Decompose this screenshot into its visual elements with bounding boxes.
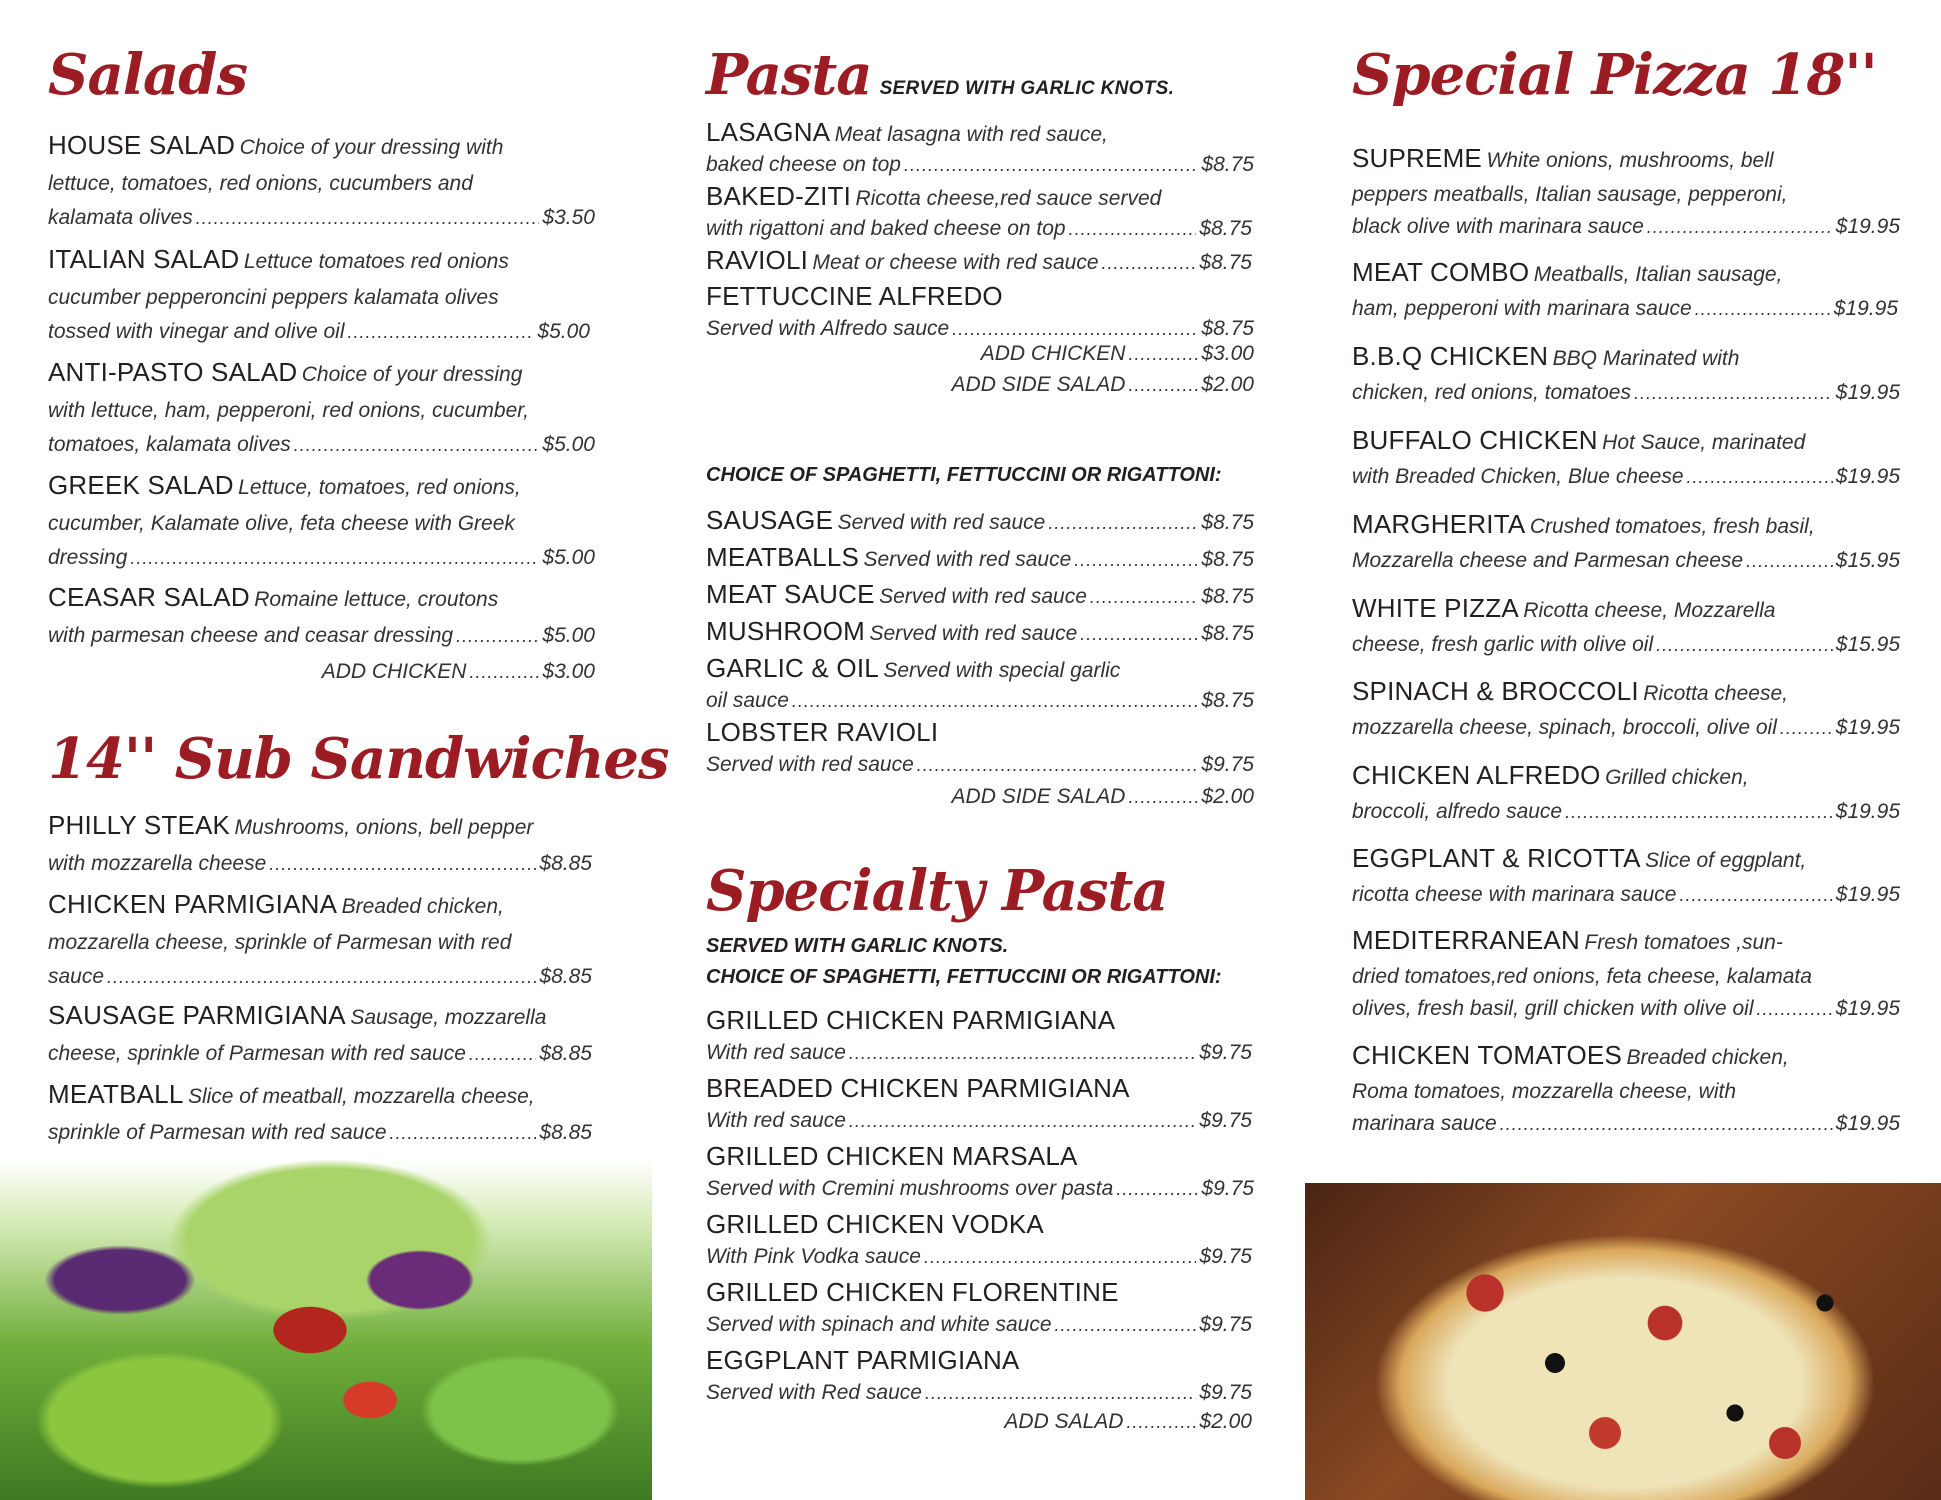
salads-heading: Salads	[48, 42, 247, 108]
menu-item-italian-salad: ITALIAN SALAD Lettuce tomatoes red onions cucumber pepperoncini peppers kalamata olives tossed with vinegar and olive oil ..... $5.00	[48, 242, 608, 349]
leader-dots	[1695, 293, 1831, 325]
leader-dots	[1128, 787, 1198, 808]
menu-item-chicken-alfredo: CHICKEN ALFREDO Grilled chicken, broccoli, alfredo sauce ..... $19.95	[1352, 759, 1900, 828]
leader-dots	[1565, 796, 1833, 828]
price: $3.50	[542, 206, 595, 229]
menu-item-sausage-parmigiana: SAUSAGE PARMIGIANA Sausage, mozzarella cheese, sprinkle of Parmesan with red sauce ..... $8.85	[48, 998, 608, 1071]
leader-dots	[390, 1116, 537, 1150]
menu-item-chicken-parmigiana: CHICKEN PARMIGIANA Breaded chicken, mozzarella cheese, sprinkle of Parmesan with red sauce ..... $8.85	[48, 887, 608, 994]
specialty-addon-salad: ADD SALAD ..... $2.00	[1004, 1410, 1252, 1434]
menu-item-spinach-broccoli: SPINACH & BROCCOLI Ricotta cheese, mozzarella cheese, spinach, broccoli, olive oil ..... $19.95	[1352, 675, 1900, 744]
menu-item-lasagna: LASAGNA Meat lasagna with red sauce, baked cheese on top ..... $8.75	[706, 118, 1254, 179]
pasta-heading: Pasta SERVED WITH GARLIC KNOTS.	[706, 42, 1175, 108]
price: $8.75	[1201, 511, 1254, 534]
menu-item-philly-steak: PHILLY STEAK Mushrooms, onions, bell pepper with mozzarella cheese ..... $8.85	[48, 808, 608, 881]
price: $8.85	[539, 1121, 592, 1144]
menu-item-meatball: MEATBALL Slice of meatball, mozzarella cheese, sprinkle of Parmesan with red sauce ..... $8.85	[48, 1077, 608, 1150]
price: $19.95	[1833, 297, 1898, 320]
menu-item-mediterranean: MEDITERRANEAN Fresh tomatoes ,sun- dried tomatoes,red onions, feta cheese, kalamata olives, fresh basil, grill chicken with olive oil ..... $19.95	[1352, 924, 1900, 1025]
subs-heading: 14'' Sub Sandwiches	[48, 726, 669, 792]
price: $19.95	[1835, 381, 1900, 404]
price: $5.00	[542, 546, 595, 569]
menu-item-margherita: MARGHERITA Crushed tomatoes, fresh basil, Mozzarella cheese and Parmesan cheese ..... $15.95	[1352, 508, 1900, 577]
leader-dots	[904, 151, 1198, 179]
leader-dots	[1069, 215, 1197, 243]
leader-dots	[348, 315, 535, 349]
price: $8.75	[1201, 548, 1254, 571]
price: $8.75	[1201, 317, 1254, 340]
price: $8.75	[1201, 585, 1254, 608]
price: $15.95	[1835, 633, 1900, 656]
menu-item-meat-sauce: MEAT SAUCE Served with red sauce ..... $8.75	[706, 580, 1254, 613]
salads-addon: ADD CHICKEN ..... $3.00	[322, 660, 595, 684]
price: $8.85	[539, 1042, 592, 1065]
leader-dots	[1128, 344, 1198, 365]
menu-item-mushroom: MUSHROOM Served with red sauce ..... $8.75	[706, 617, 1254, 650]
price: $19.95	[1835, 800, 1900, 823]
leader-dots	[1500, 1108, 1833, 1140]
pasta-addon-side-salad-2: ADD SIDE SALAD ..... $2.00	[952, 785, 1254, 809]
leader-dots	[1746, 545, 1833, 577]
price: $9.75	[1199, 1381, 1252, 1404]
menu-item-house-salad: HOUSE SALAD Choice of your dressing with lettuce, tomatoes, red onions, cucumbers and kalamata olives ..... $3.50	[48, 128, 608, 235]
price: $19.95	[1835, 883, 1900, 906]
menu-item-buffalo-chicken: BUFFALO CHICKEN Hot Sauce, marinated with Breaded Chicken, Blue cheese ..... $19.95	[1352, 424, 1900, 493]
specialty-note-knots: SERVED WITH GARLIC KNOTS.	[706, 935, 1009, 957]
leader-dots	[196, 201, 540, 235]
price: $5.00	[542, 624, 595, 647]
price: $9.75	[1199, 1313, 1252, 1336]
menu-item-ceasar-salad: CEASAR SALAD Romaine lettuce, croutons with parmesan cheese and ceasar dressing ..... $5.00	[48, 580, 608, 653]
leader-dots	[1080, 620, 1198, 648]
menu-item-white-pizza: WHITE PIZZA Ricotta cheese, Mozzarella cheese, fresh garlic with olive oil ..... $15.95	[1352, 592, 1900, 661]
leader-dots	[952, 315, 1198, 343]
leader-dots	[1780, 712, 1833, 744]
menu-item-baked-ziti: BAKED-ZITI Ricotta cheese,red sauce served with rigattoni and baked cheese on top ..... $8.75	[706, 182, 1254, 243]
price: $19.95	[1835, 997, 1900, 1020]
pasta-addon-chicken: ADD CHICKEN ..... $3.00	[981, 342, 1254, 366]
menu-item-breaded-chicken-parmigiana: BREADED CHICKEN PARMIGIANA With red sauce ..... $9.75	[706, 1074, 1254, 1135]
leader-dots	[924, 1243, 1196, 1271]
menu-item-grilled-chicken-marsala: GRILLED CHICKEN MARSALA Served with Cremini mushrooms over pasta ..... $9.75	[706, 1142, 1254, 1203]
salad-photo	[0, 1160, 652, 1500]
leader-dots	[1757, 993, 1833, 1025]
leader-dots	[1680, 879, 1833, 911]
leader-dots	[107, 960, 536, 994]
menu-item-grilled-chicken-florentine: GRILLED CHICKEN FLORENTINE Served with spinach and white sauce ..... $9.75	[706, 1278, 1254, 1339]
menu-item-supreme: SUPREME White onions, mushrooms, bell peppers meatballs, Italian sausage, pepperoni, black olive with marinara sauce ..... $19.95	[1352, 142, 1900, 243]
leader-dots	[849, 1039, 1197, 1067]
price: $19.95	[1835, 215, 1900, 238]
leader-dots	[1074, 546, 1198, 574]
leader-dots	[917, 751, 1199, 779]
special-pizza-heading: Special Pizza 18''	[1352, 42, 1877, 108]
leader-dots	[925, 1379, 1196, 1407]
specialty-pasta-heading: Specialty Pasta	[706, 858, 1168, 924]
price: $19.95	[1835, 716, 1900, 739]
menu-item-eggplant-ricotta: EGGPLANT & RICOTTA Slice of eggplant, ricotta cheese with marinara sauce ..... $19.95	[1352, 842, 1900, 911]
leader-dots	[1647, 211, 1833, 243]
price: $8.85	[539, 852, 592, 875]
pasta-choice-note: CHOICE OF SPAGHETTI, FETTUCCINI OR RIGATTONI:	[706, 464, 1222, 486]
price: $5.00	[542, 433, 595, 456]
leader-dots	[1126, 1412, 1196, 1433]
leader-dots	[1116, 1175, 1198, 1203]
leader-dots	[792, 687, 1199, 715]
menu-item-sausage: SAUSAGE Served with red sauce ..... $8.75	[706, 506, 1254, 539]
price: $9.75	[1201, 753, 1254, 776]
price: $9.75	[1199, 1041, 1252, 1064]
pasta-subtitle: SERVED WITH GARLIC KNOTS.	[879, 78, 1175, 99]
price: $19.95	[1835, 1112, 1900, 1135]
price: $5.00	[537, 320, 590, 343]
menu-item-meat-combo: MEAT COMBO Meatballs, Italian sausage, ham, pepperoni with marinara sauce ..... $19.95	[1352, 256, 1900, 325]
price: $15.95	[1835, 549, 1900, 572]
leader-dots	[269, 847, 536, 881]
leader-dots	[1055, 1311, 1197, 1339]
menu-item-lobster-ravioli: LOBSTER RAVIOLI Served with red sauce ..... $9.75	[706, 718, 1254, 779]
price: $8.75	[1199, 251, 1252, 274]
price: $8.75	[1201, 689, 1254, 712]
price: $8.85	[539, 965, 592, 988]
leader-dots	[849, 1107, 1197, 1135]
menu-item-fettuccine-alfredo: FETTUCCINE ALFREDO Served with Alfredo sauce ..... $8.75	[706, 282, 1254, 343]
price: $19.95	[1835, 465, 1900, 488]
pizza-photo	[1305, 1183, 1941, 1500]
specialty-note-choice: CHOICE OF SPAGHETTI, FETTUCCINI OR RIGATTONI:	[706, 966, 1222, 988]
menu-item-ravioli: RAVIOLI Meat or cheese with red sauce ..... $8.75	[706, 246, 1254, 279]
price: $9.75	[1199, 1109, 1252, 1132]
menu-item-greek-salad: GREEK SALAD Lettuce, tomatoes, red onions, cucumber, Kalamate olive, feta cheese with Greek dressing ..... $5.00	[48, 468, 608, 575]
menu-item-eggplant-parmigiana: EGGPLANT PARMIGIANA Served with Red sauce ..... $9.75	[706, 1346, 1254, 1407]
menu-item-bbq-chicken: B.B.Q CHICKEN BBQ Marinated with chicken, red onions, tomatoes ..... $19.95	[1352, 340, 1900, 409]
menu-item-grilled-chicken-parmigiana: GRILLED CHICKEN PARMIGIANA With red sauce ..... $9.75	[706, 1006, 1254, 1067]
price: $8.75	[1199, 217, 1252, 240]
price: $9.75	[1199, 1245, 1252, 1268]
leader-dots	[1090, 583, 1199, 611]
leader-dots	[1048, 509, 1198, 537]
leader-dots	[1634, 377, 1833, 409]
menu-item-anti-pasto-salad: ANTI-PASTO SALAD Choice of your dressing with lettuce, ham, pepperoni, red onions, cucumber, tomatoes, kalamata olives ..... $5.00	[48, 355, 608, 462]
leader-dots	[1656, 629, 1833, 661]
leader-dots	[456, 619, 539, 653]
price: $9.75	[1201, 1177, 1254, 1200]
menu-item-grilled-chicken-vodka: GRILLED CHICKEN VODKA With Pink Vodka sauce ..... $9.75	[706, 1210, 1254, 1271]
menu-item-meatballs: MEATBALLS Served with red sauce ..... $8.75	[706, 543, 1254, 576]
leader-dots	[1687, 461, 1833, 493]
menu-item-chicken-tomatoes: CHICKEN TOMATOES Breaded chicken, Roma tomatoes, mozzarella cheese, with marinara sauce ..... $19.95	[1352, 1039, 1900, 1140]
price: $8.75	[1201, 622, 1254, 645]
pasta-addon-side-salad: ADD SIDE SALAD ..... $2.00	[952, 373, 1254, 397]
leader-dots	[1128, 375, 1198, 396]
leader-dots	[469, 662, 539, 683]
price: $8.75	[1201, 153, 1254, 176]
leader-dots	[469, 1037, 537, 1071]
menu-item-garlic-oil: GARLIC & OIL Served with special garlic oil sauce ..... $8.75	[706, 654, 1254, 715]
leader-dots	[294, 428, 540, 462]
leader-dots	[130, 541, 539, 575]
leader-dots	[1102, 249, 1197, 277]
